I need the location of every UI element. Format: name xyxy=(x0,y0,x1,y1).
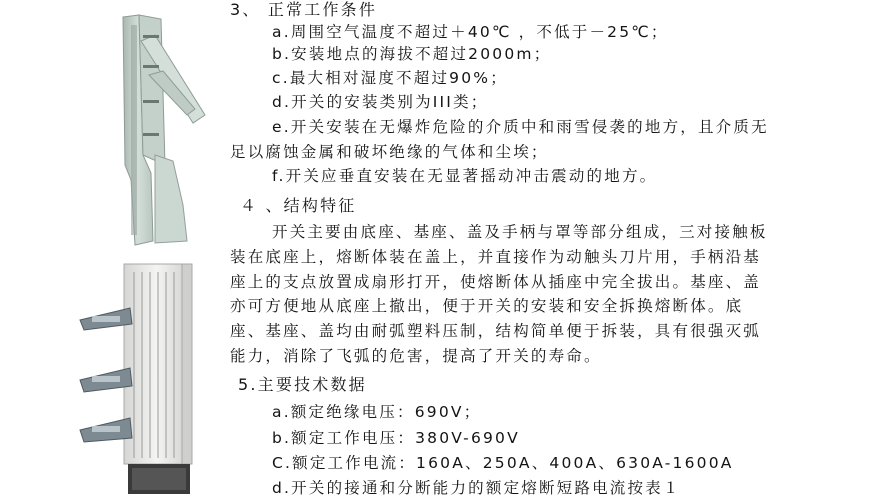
section5-item-b: b.额定工作电压：380V-690V xyxy=(272,429,520,447)
section3-item-f: f.开关应垂直安装在无显著摇动冲击震动的地方。 xyxy=(272,167,658,185)
section3-item-b: b.安装地点的海拔不超过2000m； xyxy=(272,45,552,63)
section3-item-a: a.周围空气温度不超过＋40℃ ，不低于－25℃； xyxy=(272,23,669,41)
section4-paragraph-line: 开关主要由底座、基座、盖及手柄与罩等部分组成，三对接触板 xyxy=(272,223,768,241)
section3-item-d: d.开关的安装类别为III类； xyxy=(272,93,489,111)
section5-item-c: C.额定工作电流：160A、250A、400A、630A-1600A xyxy=(272,454,734,472)
section5-item-a: a.额定绝缘电压：690V； xyxy=(272,403,482,421)
section4-paragraph-line: 亦可方便地从底座上撤出，便于开关的安装和安全拆换熔断体。底 xyxy=(230,297,744,315)
section4-heading: ４ 、结构特征 xyxy=(240,196,357,215)
switch-front-view-photo xyxy=(72,258,197,498)
section5-item-d: d.开关的接通和分断能力的额定熔断短路电流按表１ xyxy=(272,479,681,497)
switch-side-view-photo xyxy=(95,5,215,255)
section3-item-e-continued: 足以腐蚀金属和破坏绝缘的气体和尘埃； xyxy=(230,143,549,161)
section4-paragraph-line: 座上的支点放置成扇形打开，使熔断体从插座中完全拔出。基座、盖 xyxy=(230,273,762,291)
section4-paragraph-line: 座、基座、盖均由耐弧塑料压制，结构简单便于拆装，具有很强灭弧 xyxy=(230,322,762,340)
section5-heading: 5.主要技术数据 xyxy=(238,375,367,394)
section4-paragraph-line: 能力，消除了飞弧的危害，提高了开关的寿命。 xyxy=(230,347,602,365)
section3-item-e: e.开关安装在无爆炸危险的介质中和雨雪侵袭的地方，且介质无 xyxy=(272,118,769,136)
section3-item-c: c.最大相对湿度不超过90%； xyxy=(272,69,508,87)
section3-heading: 3、 正常工作条件 xyxy=(230,0,378,19)
section4-paragraph-line: 装在底座上，熔断体装在盖上，并直接作为动触头刀片用，手柄沿基 xyxy=(230,248,762,266)
